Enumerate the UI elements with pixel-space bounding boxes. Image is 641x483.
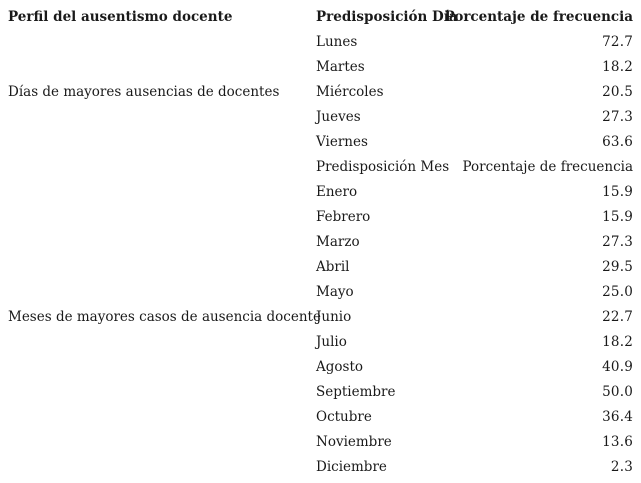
months-section-label: Meses de mayores casos de ausencia docente [8,309,321,325]
table-row [0,355,641,380]
month-name: Marzo [316,234,360,250]
header-profile: Perfil del ausentismo docente [8,9,233,25]
month-name: Junio [316,309,352,325]
table-row [0,380,641,405]
month-value: 2.3 [610,459,633,475]
month-value: 27.3 [602,234,633,250]
table-row [0,255,641,280]
month-value: 50.0 [602,384,633,400]
table-row [0,455,641,480]
month-name: Agosto [316,359,363,375]
month-name: Diciembre [316,459,387,475]
month-name: Febrero [316,209,371,225]
month-name: Noviembre [316,434,392,450]
month-value: 22.7 [602,309,633,325]
header-month-predisposition: Predisposición Mes [316,159,450,175]
table-row [0,105,641,130]
table-row [0,180,641,205]
day-value: 27.3 [602,109,633,125]
month-value: 40.9 [602,359,633,375]
day-value: 18.2 [602,59,633,75]
day-value: 20.5 [602,84,633,100]
header-frequency-percent: Porcentaje de frecuencia [444,9,633,25]
month-name: Abril [316,259,350,275]
month-value: 18.2 [602,334,633,350]
day-name: Martes [316,59,365,75]
table-row [0,330,641,355]
month-name: Octubre [316,409,372,425]
header-month-frequency-percent: Porcentaje de frecuencia [462,159,633,175]
day-name: Jueves [316,109,361,125]
month-value: 29.5 [602,259,633,275]
month-value: 36.4 [602,409,633,425]
days-section-label: Días de mayores ausencias de docentes [8,84,280,100]
table-row [0,55,641,80]
month-name: Septiembre [316,384,396,400]
day-name: Miércoles [316,84,384,100]
table-row [0,130,641,155]
header-day-predisposition: Predisposición Día [316,9,458,25]
day-name: Lunes [316,34,358,50]
table-row [0,405,641,430]
table-row [0,305,641,330]
table-row [0,30,641,55]
table-header-row [0,5,641,30]
month-value: 15.9 [602,184,633,200]
day-value: 72.7 [602,34,633,50]
month-name: Enero [316,184,358,200]
table-row [0,80,641,105]
day-name: Viernes [316,134,368,150]
month-value: 13.6 [602,434,633,450]
month-name: Mayo [316,284,354,300]
day-value: 63.6 [602,134,633,150]
table-row [0,430,641,455]
table-row [0,230,641,255]
table-row [0,205,641,230]
month-value: 25.0 [602,284,633,300]
month-value: 15.9 [602,209,633,225]
months-subheader-row [0,155,641,180]
table-row [0,280,641,305]
month-name: Julio [316,334,347,350]
